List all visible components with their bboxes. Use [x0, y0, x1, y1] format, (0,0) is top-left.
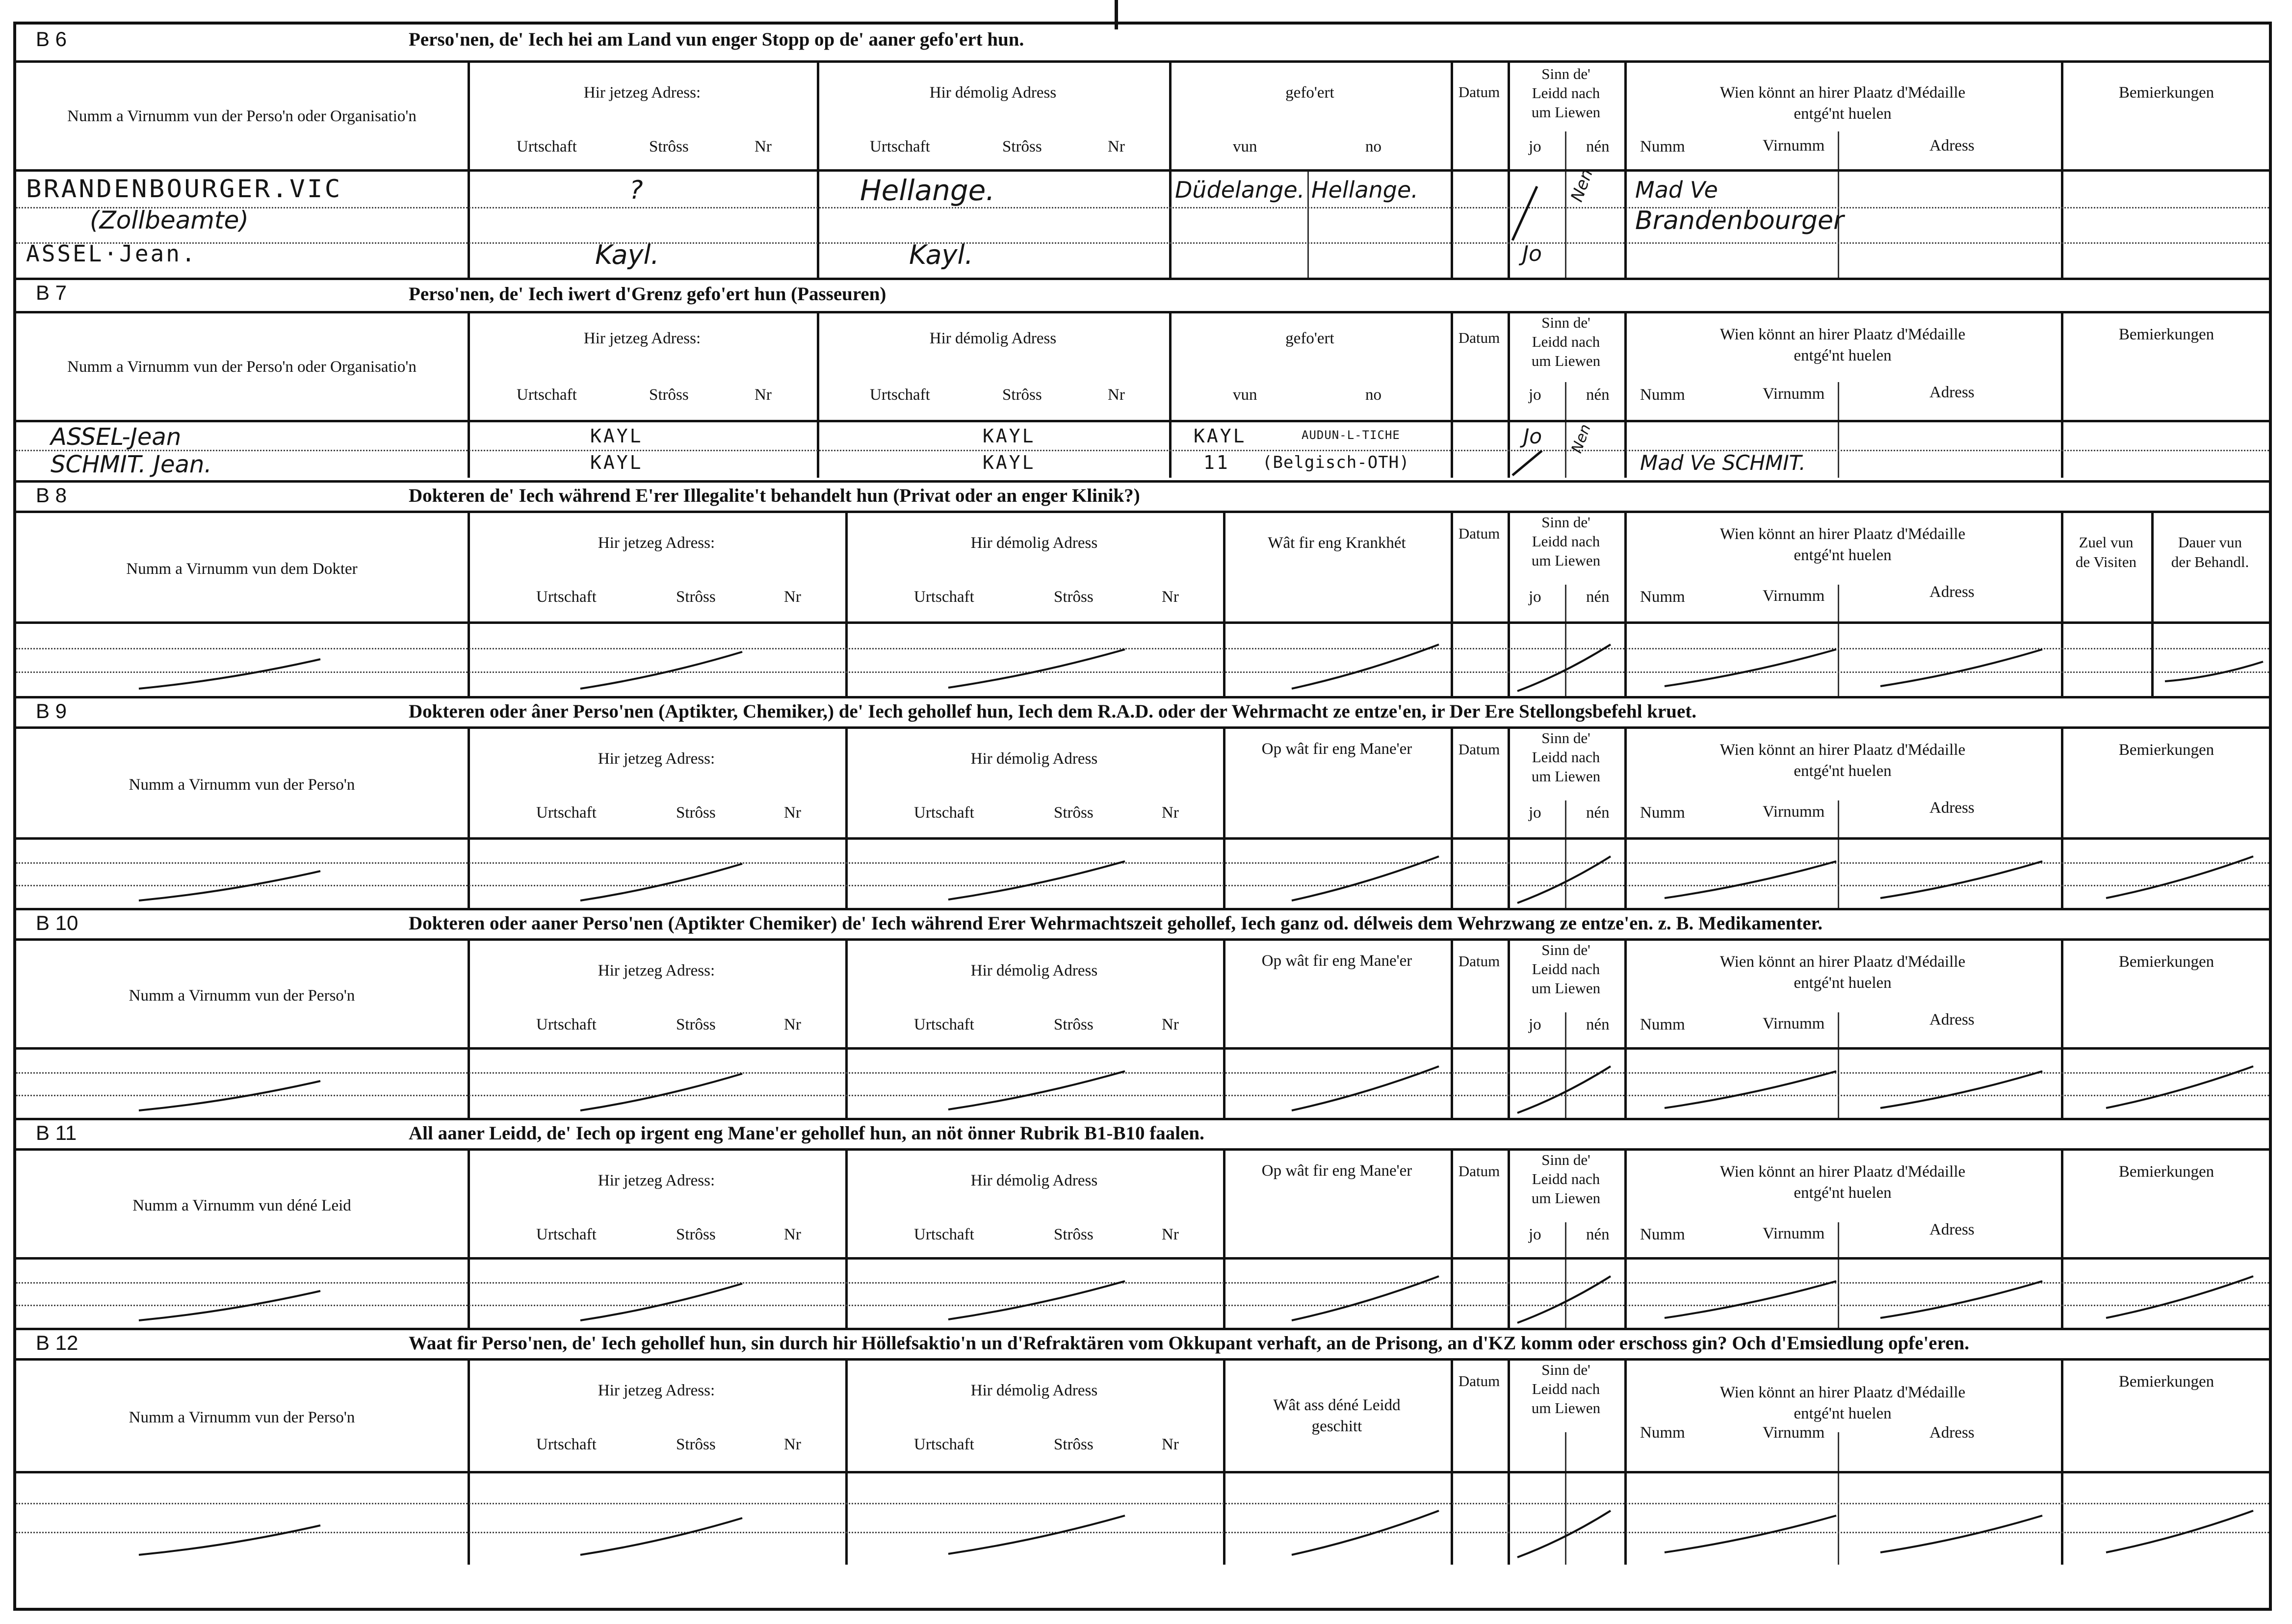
sub-virnumm: Virnumm: [1763, 1225, 1825, 1242]
sub-nr: Nr: [1108, 386, 1125, 404]
section-b10: [16, 908, 2269, 1120]
sub-stross: Strôss: [676, 1226, 716, 1243]
sub-nr: Nr: [784, 1016, 801, 1033]
column-header-row: [16, 1361, 2269, 1473]
sub-yes: jo: [1529, 588, 1541, 606]
pen-strokes: [16, 172, 2275, 278]
column-previous-address: Hir démolig Adress: [970, 1172, 1098, 1189]
sub-stross: Strôss: [676, 804, 716, 822]
cancel-stroke: [580, 1284, 742, 1320]
section-code: B 11: [36, 1121, 77, 1144]
section-b9: [16, 696, 2269, 910]
sub-urtschaft: Urtschaft: [536, 588, 597, 606]
cancel-stroke: [948, 649, 1125, 688]
sub-stross: Strôss: [676, 1016, 716, 1033]
sub-to: no: [1365, 386, 1381, 404]
column-visit-count: Zuel vun de Visiten: [2075, 534, 2137, 571]
sub-virnumm: Virnumm: [1763, 1424, 1825, 1442]
sub-stross: Strôss: [1054, 804, 1094, 822]
section-b11: [16, 1118, 2269, 1330]
column-header-row: [16, 63, 2269, 172]
column-name: Numm a Virnumm vun der Perso'n: [129, 776, 355, 794]
sub-adress: Adress: [1929, 1424, 1975, 1442]
sub-nr: Nr: [784, 1436, 801, 1453]
handwritten-previous-address: KAYL: [983, 452, 1036, 473]
handwritten-name: ASSEL-Jean: [51, 423, 182, 451]
column-risk-of-life: Sinn de' Leidd nach um Liewen: [1531, 1361, 1601, 1417]
section-code: B 7: [36, 281, 67, 304]
sub-no: nén: [1586, 386, 1610, 404]
sub-virnumm: Virnumm: [1763, 385, 1825, 403]
sub-urtschaft: Urtschaft: [914, 1436, 974, 1453]
column-treatment-duration: Dauer vun der Behandl.: [2171, 534, 2249, 571]
handwritten-yes: Jo: [1523, 424, 1542, 448]
column-current-address: Hir jetzeg Adress:: [598, 1382, 715, 1399]
cancel-stroke: [139, 659, 320, 689]
sub-stross: Strôss: [1054, 1226, 1094, 1243]
column-name: Numm a Virnumm vun der Perso'n oder Organisatio'n: [67, 358, 417, 376]
sub-stross: Strôss: [1054, 588, 1094, 606]
cancel-strokes: [16, 1260, 2275, 1330]
section-code: B 8: [36, 484, 67, 507]
handwritten-name: SCHMIT. Jean.: [51, 451, 212, 478]
cancel-stroke: [1665, 1281, 1836, 1318]
cancel-stroke: [1880, 1281, 2042, 1318]
column-current-address: Hir jetzeg Adress:: [583, 84, 701, 102]
cancel-stroke: [1880, 861, 2042, 898]
sub-nr: Nr: [784, 804, 801, 822]
column-previous-address: Hir démolig Adress: [970, 962, 1098, 980]
sub-stross: Strôss: [676, 588, 716, 606]
column-current-address: Hir jetzeg Adress:: [598, 750, 715, 768]
sub-stross: Strôss: [1054, 1436, 1094, 1453]
sub-virnumm: Virnumm: [1763, 803, 1825, 821]
sub-urtschaft: Urtschaft: [536, 1436, 597, 1453]
sub-stross: Strôss: [1002, 386, 1042, 404]
sub-nr: Nr: [755, 138, 772, 155]
sub-yes: jo: [1529, 1016, 1541, 1033]
sub-urtschaft: Urtschaft: [517, 386, 577, 404]
cancel-stroke: [948, 1281, 1125, 1319]
column-date: Datum: [1458, 953, 1500, 970]
column-medal-recipient: Wien könnt an hirer Plaatz d'Médaille entgé'nt huelen: [1719, 741, 1966, 780]
sub-stross: Strôss: [1002, 138, 1042, 155]
column-remarks: Bemierkungen: [2118, 953, 2214, 971]
column-remarks: Bemierkungen: [2118, 84, 2214, 102]
column-what-happened: Wât ass déné Leidd geschitt: [1273, 1396, 1401, 1435]
cancel-stroke: [580, 864, 742, 901]
handwritten-current-address: KAYL: [590, 452, 643, 473]
column-date: Datum: [1458, 329, 1500, 346]
cancel-stroke: [1665, 1516, 1836, 1552]
column-name: Numm a Virnumm vun dem Dokter: [126, 560, 358, 578]
column-medal-recipient: Wien könnt an hirer Plaatz d'Médaille entgé'nt huelen: [1719, 525, 1966, 564]
section-b7-header: [16, 280, 2269, 313]
section-b9-header: [16, 698, 2269, 729]
sub-from: vun: [1233, 386, 1257, 404]
sub-stross: Strôss: [649, 386, 689, 404]
column-date: Datum: [1458, 525, 1500, 542]
cancel-stroke: [948, 1071, 1125, 1109]
cancel-stroke: [1665, 861, 1836, 898]
column-current-address: Hir jetzeg Adress:: [583, 330, 701, 347]
entry-area: [16, 1260, 2269, 1330]
handwritten-medal-recipient: Mad Ve: [1635, 177, 1718, 203]
sub-virnumm: Virnumm: [1763, 587, 1825, 605]
section-b12-header: [16, 1330, 2269, 1361]
column-name: Numm a Virnumm vun der Perso'n: [129, 987, 355, 1005]
handwritten-previous-address: Hellange.: [860, 174, 995, 207]
sub-virnumm: Virnumm: [1763, 137, 1825, 155]
column-name: Numm a Virnumm vun déné Leid: [132, 1197, 351, 1214]
cancel-stroke: [1880, 1071, 2042, 1108]
column-medal-recipient: Wien könnt an hirer Plaatz d'Médaille entgé'nt huelen: [1719, 1384, 1966, 1422]
sub-to: no: [1365, 138, 1381, 155]
section-code: B 9: [36, 699, 67, 722]
sub-numm: Numm: [1640, 804, 1685, 822]
column-previous-address: Hir démolig Adress: [929, 330, 1057, 347]
sub-adress: Adress: [1929, 1011, 1975, 1029]
sub-numm: Numm: [1640, 1226, 1685, 1243]
sub-stross: Strôss: [649, 138, 689, 155]
section-b7: [16, 278, 2269, 480]
sub-from: vun: [1233, 138, 1257, 155]
sub-nr: Nr: [784, 588, 801, 606]
handwritten-name: ASSEL·Jean.: [26, 240, 197, 267]
handwritten-previous-address: Kayl.: [909, 239, 973, 270]
cancel-stroke: [1880, 649, 2042, 686]
column-manner: Op wât fir eng Mane'er: [1261, 1162, 1412, 1180]
sub-no: nén: [1586, 1016, 1610, 1033]
cancel-strokes: [16, 624, 2275, 698]
sub-urtschaft: Urtschaft: [914, 1016, 974, 1033]
column-current-address: Hir jetzeg Adress:: [598, 962, 715, 980]
sub-no: nén: [1586, 588, 1610, 606]
handwritten-no: Nen: [1567, 166, 1597, 205]
column-manner: Op wât fir eng Mane'er: [1261, 740, 1412, 758]
column-remarks: Bemierkungen: [2118, 741, 2214, 759]
sub-no: nén: [1586, 1226, 1610, 1243]
sub-no: nén: [1586, 138, 1610, 155]
handwritten-name-note: (Zollbeamte): [90, 206, 249, 234]
cancel-stroke: [1517, 644, 1611, 691]
entry-area: [16, 1050, 2269, 1120]
section-title: Dokteren oder âner Perso'nen (Aptikter, Chemiker,) de' Iech gehollef hun, Iech dem R.A.D. oder der Wehrmacht ze entze'en, ir Der Ere Stellongsbefehl kruet.: [409, 701, 1697, 722]
sub-yes: jo: [1529, 804, 1541, 822]
column-date: Datum: [1458, 1372, 1500, 1390]
section-b6-header: [16, 25, 2269, 63]
cancel-strokes: [16, 1473, 2275, 1565]
column-risk-of-life: Sinn de' Leidd nach um Liewen: [1531, 314, 1601, 369]
sub-nr: Nr: [784, 1226, 801, 1243]
sub-nr: Nr: [1162, 1226, 1179, 1243]
sub-nr: Nr: [1162, 1436, 1179, 1453]
column-medal-recipient: Wien könnt an hirer Plaatz d'Médaille entgé'nt huelen: [1719, 84, 1966, 123]
section-code: B 12: [36, 1331, 78, 1354]
sub-urtschaft: Urtschaft: [870, 138, 930, 155]
column-name: Numm a Virnumm vun der Perso'n oder Organisatio'n: [67, 107, 417, 125]
sub-adress: Adress: [1929, 799, 1975, 817]
column-medal-recipient: Wien könnt an hirer Plaatz d'Médaille entgé'nt huelen: [1719, 326, 1966, 364]
cancel-stroke: [1292, 644, 1439, 689]
column-remarks: Bemierkungen: [2118, 326, 2214, 343]
handwritten-from: KAYL: [1194, 425, 1247, 447]
sub-stross: Strôss: [676, 1436, 716, 1453]
sub-urtschaft: Urtschaft: [536, 1226, 597, 1243]
sub-urtschaft: Urtschaft: [536, 804, 597, 822]
column-header-row: [16, 1151, 2269, 1260]
column-remarks: Bemierkungen: [2118, 1163, 2214, 1181]
section-code: B 6: [36, 27, 67, 51]
column-previous-address: Hir démolig Adress: [970, 1382, 1098, 1399]
column-transported: gefo'ert: [1285, 330, 1334, 347]
column-date: Datum: [1458, 741, 1500, 758]
column-risk-of-life: Sinn de' Leidd nach um Liewen: [1531, 65, 1601, 121]
cancel-stroke: [580, 652, 742, 689]
sub-stross: Strôss: [1054, 1016, 1094, 1033]
column-transported: gefo'ert: [1285, 84, 1334, 102]
sub-adress: Adress: [1929, 137, 1975, 155]
entry-area: [16, 624, 2269, 698]
entry-area: [16, 1473, 2269, 1565]
column-medal-recipient: Wien könnt an hirer Plaatz d'Médaille entgé'nt huelen: [1719, 953, 1966, 992]
sub-urtschaft: Urtschaft: [914, 588, 974, 606]
column-manner: Op wât fir eng Mane'er: [1261, 952, 1412, 970]
cancel-stroke: [948, 1516, 1125, 1554]
sub-urtschaft: Urtschaft: [914, 1226, 974, 1243]
sub-nr: Nr: [755, 386, 772, 404]
column-remarks: Bemierkungen: [2118, 1373, 2214, 1391]
cancel-strokes: [16, 840, 2275, 910]
column-illness: Wât fir eng Krankhét: [1268, 534, 1406, 552]
section-title: All aaner Leidd, de' Iech op irgent eng Mane'er gehollef hun, an nöt önner Rubrik B1-B10 faalen.: [409, 1123, 1204, 1144]
handwritten-from: 11: [1203, 452, 1230, 473]
cancel-stroke: [1665, 649, 1836, 686]
sub-nr: Nr: [1162, 588, 1179, 606]
handwritten-medal-recipient: Brandenbourger: [1635, 206, 1844, 235]
sub-yes: jo: [1529, 386, 1541, 404]
sub-numm: Numm: [1640, 138, 1685, 155]
questionnaire-form: [13, 22, 2272, 1611]
handwritten-previous-address: KAYL: [983, 425, 1036, 447]
sub-virnumm: Virnumm: [1763, 1015, 1825, 1032]
sub-nr: Nr: [1162, 804, 1179, 822]
sub-urtschaft: Urtschaft: [536, 1016, 597, 1033]
sub-yes: jo: [1529, 1226, 1541, 1243]
sub-numm: Numm: [1640, 1016, 1685, 1033]
column-previous-address: Hir démolig Adress: [970, 534, 1098, 552]
sub-numm: Numm: [1640, 386, 1685, 404]
section-b12: [16, 1328, 2269, 1565]
sub-urtschaft: Urtschaft: [870, 386, 930, 404]
sub-urtschaft: Urtschaft: [517, 138, 577, 155]
column-header-row: [16, 513, 2269, 624]
section-code: B 10: [36, 911, 78, 934]
column-previous-address: Hir démolig Adress: [929, 84, 1057, 102]
column-risk-of-life: Sinn de' Leidd nach um Liewen: [1531, 729, 1601, 785]
cancel-stroke: [580, 1518, 742, 1555]
cancel-stroke: [948, 861, 1125, 900]
handwritten-current-address: KAYL: [590, 425, 643, 447]
section-title: Perso'nen, de' Iech hei am Land vun enger Stopp op de' aaner gefo'ert hun.: [409, 29, 1024, 50]
entry-area: [16, 166, 2269, 278]
section-title: Dokteren oder aaner Perso'nen (Aptikter Chemiker) de' Iech während Erer Wehrmachtszeit gehollef, Iech ganz od. délweis dem Wehrzwang ze entze'en. z. B. Medikamenter.: [409, 913, 1823, 934]
column-header-row: [16, 941, 2269, 1050]
column-risk-of-life: Sinn de' Leidd nach um Liewen: [1531, 514, 1601, 569]
cancel-stroke: [580, 1074, 742, 1110]
sub-numm: Numm: [1640, 588, 1685, 606]
handwritten-medal-recipient: Mad Ve SCHMIT.: [1640, 451, 1806, 475]
column-medal-recipient: Wien könnt an hirer Plaatz d'Médaille entgé'nt huelen: [1719, 1163, 1966, 1202]
handwritten-yes: Jo: [1522, 241, 1542, 266]
section-b6: [16, 25, 2269, 278]
handwritten-to: (Belgisch-OTH): [1262, 453, 1410, 472]
column-previous-address: Hir démolig Adress: [970, 750, 1098, 768]
sub-adress: Adress: [1929, 384, 1975, 401]
handwritten-no: Nen: [1568, 422, 1594, 456]
sub-yes: jo: [1529, 138, 1541, 155]
handwritten-current-address: ?: [629, 176, 643, 205]
cancel-stroke: [1517, 1511, 1611, 1557]
section-b10-header: [16, 910, 2269, 941]
entry-area: [16, 840, 2269, 910]
column-name: Numm a Virnumm vun der Perso'n: [129, 1409, 355, 1426]
sub-no: nén: [1586, 804, 1610, 822]
column-header-row: [16, 729, 2269, 840]
sub-adress: Adress: [1929, 583, 1975, 601]
section-b8: [16, 480, 2269, 698]
column-risk-of-life: Sinn de' Leidd nach um Liewen: [1531, 1151, 1601, 1207]
column-current-address: Hir jetzeg Adress:: [598, 534, 715, 552]
section-title: Waat fir Perso'nen, de' Iech gehollef hun, sin durch hir Höllefsaktio'n un d'Refraktären vom Okkupant verhaft, an de Prisong, an d'KZ komm oder erschoss gin? Och d'Emsiedlung opfe'eren.: [409, 1333, 1969, 1354]
entry-area: [16, 422, 2269, 478]
cancel-strokes: [16, 1050, 2275, 1120]
sub-nr: Nr: [1162, 1016, 1179, 1033]
column-date: Datum: [1458, 83, 1500, 101]
sub-adress: Adress: [1929, 1221, 1975, 1238]
sub-urtschaft: Urtschaft: [914, 804, 974, 822]
sub-nr: Nr: [1108, 138, 1125, 155]
handwritten-current-address: Kayl.: [595, 239, 659, 270]
column-date: Datum: [1458, 1162, 1500, 1180]
handwritten-to: AUDUN-L-TICHE: [1302, 428, 1400, 442]
section-title: Dokteren de' Iech während E'rer Illegalite't behandelt hun (Privat oder an enger Klinik?): [409, 485, 1140, 506]
column-current-address: Hir jetzeg Adress:: [598, 1172, 715, 1189]
handwritten-name: BRANDENBOURGER.VIC: [26, 175, 342, 203]
section-b8-header: [16, 483, 2269, 513]
cancel-stroke: [1880, 1516, 2042, 1552]
column-risk-of-life: Sinn de' Leidd nach um Liewen: [1531, 941, 1601, 997]
section-b11-header: [16, 1120, 2269, 1151]
handwritten-from: Düdelange.: [1175, 177, 1305, 203]
cancel-stroke: [139, 1525, 320, 1555]
cancel-stroke: [1665, 1071, 1836, 1108]
sub-numm: Numm: [1640, 1424, 1685, 1442]
column-header-row: [16, 313, 2269, 422]
handwritten-to: Hellange.: [1311, 177, 1418, 203]
section-title: Perso'nen, de' Iech iwert d'Grenz gefo'ert hun (Passeuren): [409, 284, 886, 305]
